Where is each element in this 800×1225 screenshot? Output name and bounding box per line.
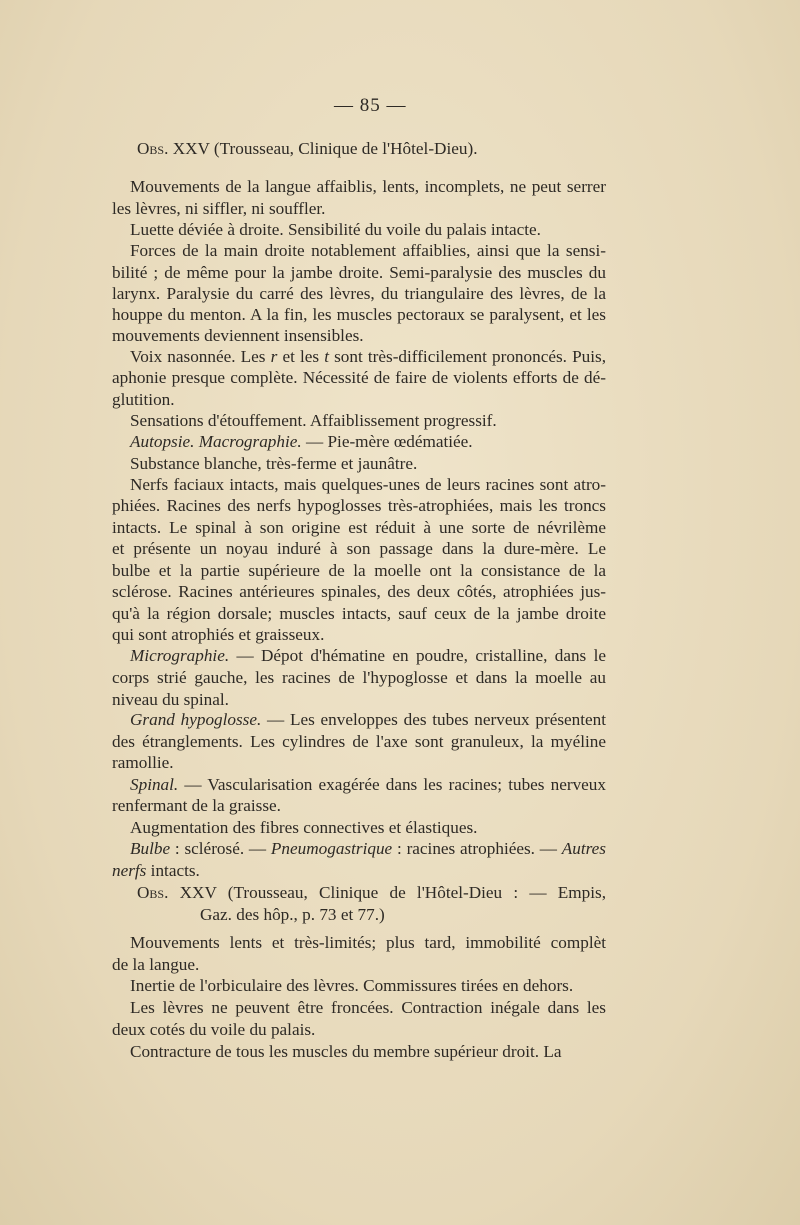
text-span: mouvements deviennent insensibles. [112, 326, 364, 345]
text-span: : sclérosé. — [170, 839, 271, 858]
text-line [112, 1019, 606, 1040]
text-span: renfermant de la graisse. [112, 796, 281, 815]
text-line [112, 176, 606, 197]
text-line [112, 838, 606, 859]
text-span: : racines atrophiées. — [392, 839, 562, 858]
text-line [112, 932, 606, 953]
italic-text: Micrographie. [130, 646, 230, 665]
text-line [112, 997, 606, 1018]
text-span: qui sont atrophiés et graisseux. [112, 625, 325, 644]
text-line [112, 731, 606, 752]
italic-text: Spinal. [130, 775, 179, 794]
text-line [112, 954, 606, 975]
text-line [112, 774, 606, 795]
text-line [112, 262, 606, 283]
text-line [112, 603, 606, 624]
text-line [112, 667, 606, 688]
italic-text: t [324, 347, 329, 366]
text-span: intacts. Le spinal à son origine est réduit à une sorte de névrilème [112, 518, 606, 537]
text-line [112, 495, 606, 516]
text-line [112, 860, 606, 881]
text-span: — Vascularisation exagérée dans les racines; tubes nerveux [178, 775, 606, 794]
smallcaps-text: Obs. [137, 139, 169, 158]
text-span: aphonie presque complète. Nécessité de faire de violents efforts de dé- [112, 368, 606, 387]
italic-text: Autres [561, 839, 606, 858]
text-line [112, 240, 606, 261]
italic-text: Grand hypoglosse. [130, 710, 262, 729]
text-span: Inertie de l'orbiculaire des lèvres. Commissures tirées en dehors. [130, 976, 574, 995]
text-line [112, 538, 606, 559]
text-span: deux cotés du voile du palais. [112, 1020, 316, 1039]
text-span: larynx. Paralysie du carré des lèvres, du triangulaire des lèvres, de la [112, 284, 606, 303]
text-span: Sensations d'étouffement. Affaiblissement progressif. [130, 411, 497, 430]
text-span: Substance blanche, très-ferme et jaunâtre. [130, 454, 418, 473]
text-line [112, 795, 606, 816]
text-line [112, 346, 606, 367]
text-line [112, 198, 606, 219]
text-span: bulbe et la partie supérieure de la moelle ont la consistance de la [112, 561, 606, 580]
text-span: Augmentation des fibres connectives et élastiques. [130, 818, 478, 837]
page-number: — 85 — [334, 95, 407, 116]
text-span: Gaz. des hôp., p. 73 et 77.) [200, 905, 385, 924]
text-line [112, 752, 606, 773]
text-span: — Les enveloppes des tubes nerveux présentent [261, 710, 607, 729]
text-span: Luette déviée à droite. Sensibilité du voile du palais intacte. [130, 220, 541, 239]
text-span: des étranglements. Les cylindres de l'axe sont granuleux, la myéline [112, 732, 606, 751]
text-span: Mouvements de la langue affaiblis, lents, incomplets, ne peut serrer [130, 177, 606, 196]
italic-text: Pneumogastrique [270, 839, 393, 858]
text-span: intacts. [146, 861, 200, 880]
text-line [112, 709, 606, 730]
italic-text: nerfs [112, 861, 147, 880]
text-line [112, 389, 606, 410]
text-span: sont très-difficilement prononcés. Puis, [328, 347, 606, 366]
text-line [112, 560, 606, 581]
text-span: Les lèvres ne peuvent être froncées. Contraction inégale dans les [130, 998, 606, 1017]
text-line [112, 624, 606, 645]
text-span: Voix nasonnée. Les [130, 347, 271, 366]
text-line [112, 645, 606, 666]
text-line [112, 689, 606, 710]
text-line [112, 283, 606, 304]
italic-text: r [270, 347, 278, 366]
text-span: houppe du menton. A la fin, les muscles pectoraux se paralysent, et les [112, 305, 606, 324]
text-line [112, 453, 606, 474]
text-span: Contracture de tous les muscles du membre supérieur droit. La [130, 1042, 562, 1061]
text-line [112, 517, 606, 538]
text-span: et les [277, 347, 325, 366]
text-span: XXV (Trousseau, Clinique de l'Hôtel-Dieu : — Empis, [168, 883, 606, 902]
text-line [112, 410, 606, 431]
text-span: et présente un noyau induré à son passage dans la dure-mère. Le [112, 539, 606, 558]
text-line [112, 882, 606, 903]
text-line [112, 431, 606, 452]
text-line [112, 304, 606, 325]
text-span: — Pie-mère œdématiée. [301, 432, 473, 451]
text-span: glutition. [112, 390, 175, 409]
text-span: ramollie. [112, 753, 174, 772]
text-span: Nerfs faciaux intacts, mais quelques-unes de leurs racines sont atro- [130, 475, 606, 494]
text-line [112, 474, 606, 495]
text-span: Mouvements lents et très-limités; plus tard, immobilité complèt [130, 933, 606, 952]
text-span: Forces de la main droite notablement affaiblies, ainsi que la sensi- [130, 241, 606, 260]
text-span: qu'à la région dorsale; muscles intacts, sauf ceux de la jambe droite [112, 604, 606, 623]
text-span: les lèvres, ni siffler, ni souffler. [112, 199, 326, 218]
italic-text: Autopsie. Macrographie. [130, 432, 302, 451]
text-span: phiées. Racines des nerfs hypoglosses très-atrophiées, mais les troncs [112, 496, 606, 515]
smallcaps-text: Obs. [137, 883, 169, 902]
text-line [112, 219, 606, 240]
text-span: niveau du spinal. [112, 690, 229, 709]
text-span: de la langue. [112, 955, 200, 974]
text-line [112, 138, 606, 159]
text-line [112, 975, 606, 996]
text-line [112, 817, 606, 838]
text-line [112, 325, 606, 346]
text-span: corps strié gauche, les racines de l'hypoglosse et dans la moelle au [112, 668, 606, 687]
text-span: XXV (Trousseau, Clinique de l'Hôtel-Dieu). [168, 139, 478, 158]
italic-text: Bulbe [130, 839, 171, 858]
text-line [112, 1041, 606, 1062]
text-line [112, 581, 606, 602]
text-span: bilité ; de même pour la jambe droite. Semi-paralysie des muscles du [112, 263, 606, 282]
text-span: sclérose. Racines antérieures spinales, des deux côtés, atrophiées jus- [112, 582, 606, 601]
text-line [112, 904, 606, 925]
text-span: — Dépot d'hématine en poudre, cristalline, dans le [229, 646, 606, 665]
text-line [112, 367, 606, 388]
